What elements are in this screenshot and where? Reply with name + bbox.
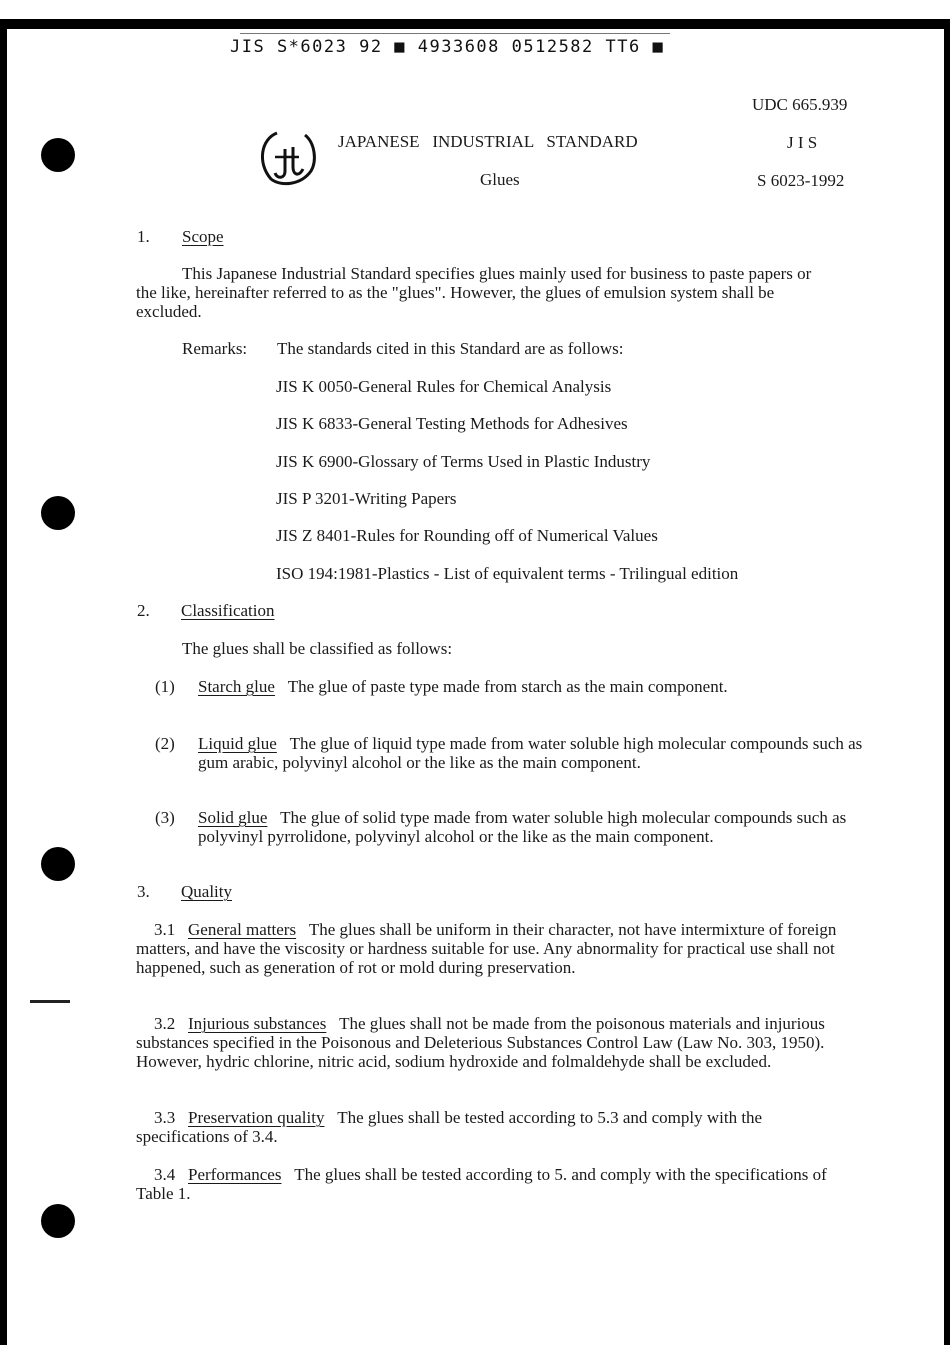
clause-number: 3.4 (154, 1165, 176, 1184)
section-2-heading: Classification (181, 601, 275, 620)
reference-item: JIS K 6900-Glossary of Terms Used in Plastic Industry (276, 452, 651, 471)
scan-left-border (0, 19, 7, 1345)
scan-top-border (0, 19, 950, 29)
class-item-starch (198, 677, 848, 696)
section-3-number: 3. (137, 882, 150, 901)
class-term: Solid glue (198, 808, 268, 827)
standard-number: S 6023-1992 (757, 171, 845, 190)
class-item-number: (3) (155, 808, 175, 827)
clause-number: 3.2 (154, 1014, 176, 1033)
document-title: Glues (480, 170, 520, 189)
remarks-label: Remarks: (182, 339, 248, 358)
code-line: JIS S*6023 92 ■ 4933608 0512582 TT6 ■ (230, 37, 665, 57)
reference-item: JIS K 0050-General Rules for Chemical Analysis (276, 377, 612, 396)
punch-hole-3 (41, 847, 75, 881)
class-term: Liquid glue (198, 734, 277, 753)
clause-text: The glues shall be tested according to 5.3 and comply with the specifications of 3.4. (136, 1108, 763, 1146)
clause-number: 3.3 (154, 1108, 176, 1127)
reference-item: JIS Z 8401-Rules for Rounding off of Numerical Values (276, 526, 658, 545)
class-item-liquid (198, 734, 878, 772)
quality-3-2 (136, 1014, 836, 1071)
class-term: Starch glue (198, 677, 275, 696)
scan-right-border (944, 19, 950, 1345)
scope-paragraph: This Japanese Industrial Standard specifies glues mainly used for business to paste papers or the like, hereinafter referred to as the "glues". However, the glues of emulsion system shall be excluded. (136, 264, 812, 321)
udc-number: UDC 665.939 (752, 95, 848, 114)
section-1-number: 1. (137, 227, 150, 246)
classification-intro: The glues shall be classified as follows: (182, 639, 453, 658)
class-item-solid (198, 808, 860, 846)
section-3-heading: Quality (181, 882, 232, 901)
class-description: The glue of liquid type made from water soluble high molecular compounds such as gum arabic, polyvinyl alcohol or the like as the main component. (198, 734, 863, 772)
reference-item: JIS K 6833-General Testing Methods for Adhesives (276, 414, 628, 433)
clause-text: The glues shall not be made from the poisonous materials and injurious substances specified in the Poisonous and Deleterious Substances Control Law (Law No. 303, 1950). However, hydric chlorine, nitric acid, sodium hydroxide and folmaldehyde shall be excluded. (136, 1014, 825, 1071)
quality-3-3 (136, 1108, 822, 1146)
section-1-heading: Scope (182, 227, 224, 246)
quality-3-4 (136, 1165, 858, 1203)
punch-hole-2 (41, 496, 75, 530)
jis-abbrev: J I S (787, 133, 818, 152)
class-item-number: (1) (155, 677, 175, 696)
class-item-number: (2) (155, 734, 175, 753)
clause-text: The glues shall be tested according to 5. and comply with the specifications of Table 1. (136, 1165, 827, 1203)
quality-3-1 (136, 920, 854, 977)
clause-text: The glues shall be uniform in their character, not have intermixture of foreign matters, and have the viscosity or hardness suitable for use. Any abnormality for practical use shall not happened, such as generation of rot or mold during preservation. (136, 920, 837, 977)
header-rule (240, 33, 670, 34)
clause-term: Performances (188, 1165, 282, 1184)
clause-term: Preservation quality (188, 1108, 325, 1127)
punch-hole-4 (41, 1204, 75, 1238)
punch-hole-1 (41, 138, 75, 172)
jis-mark-icon (255, 127, 319, 189)
clause-term: Injurious substances (188, 1014, 327, 1033)
scan-mark (30, 1000, 70, 1003)
reference-item: JIS P 3201-Writing Papers (276, 489, 457, 508)
remarks-text: The standards cited in this Standard are as follows: (277, 339, 624, 358)
class-description: The glue of solid type made from water soluble high molecular compounds such as polyvinyl pyrrolidone, polyvinyl alcohol or the like as the main component. (198, 808, 847, 846)
section-2-number: 2. (137, 601, 150, 620)
reference-item: ISO 194:1981-Plastics - List of equivalent terms - Trilingual edition (276, 564, 739, 583)
clause-number: 3.1 (154, 920, 176, 939)
standard-type: JAPANESE INDUSTRIAL STANDARD (338, 132, 638, 151)
clause-term: General matters (188, 920, 297, 939)
class-description: The glue of paste type made from starch as the main component. (287, 677, 728, 696)
